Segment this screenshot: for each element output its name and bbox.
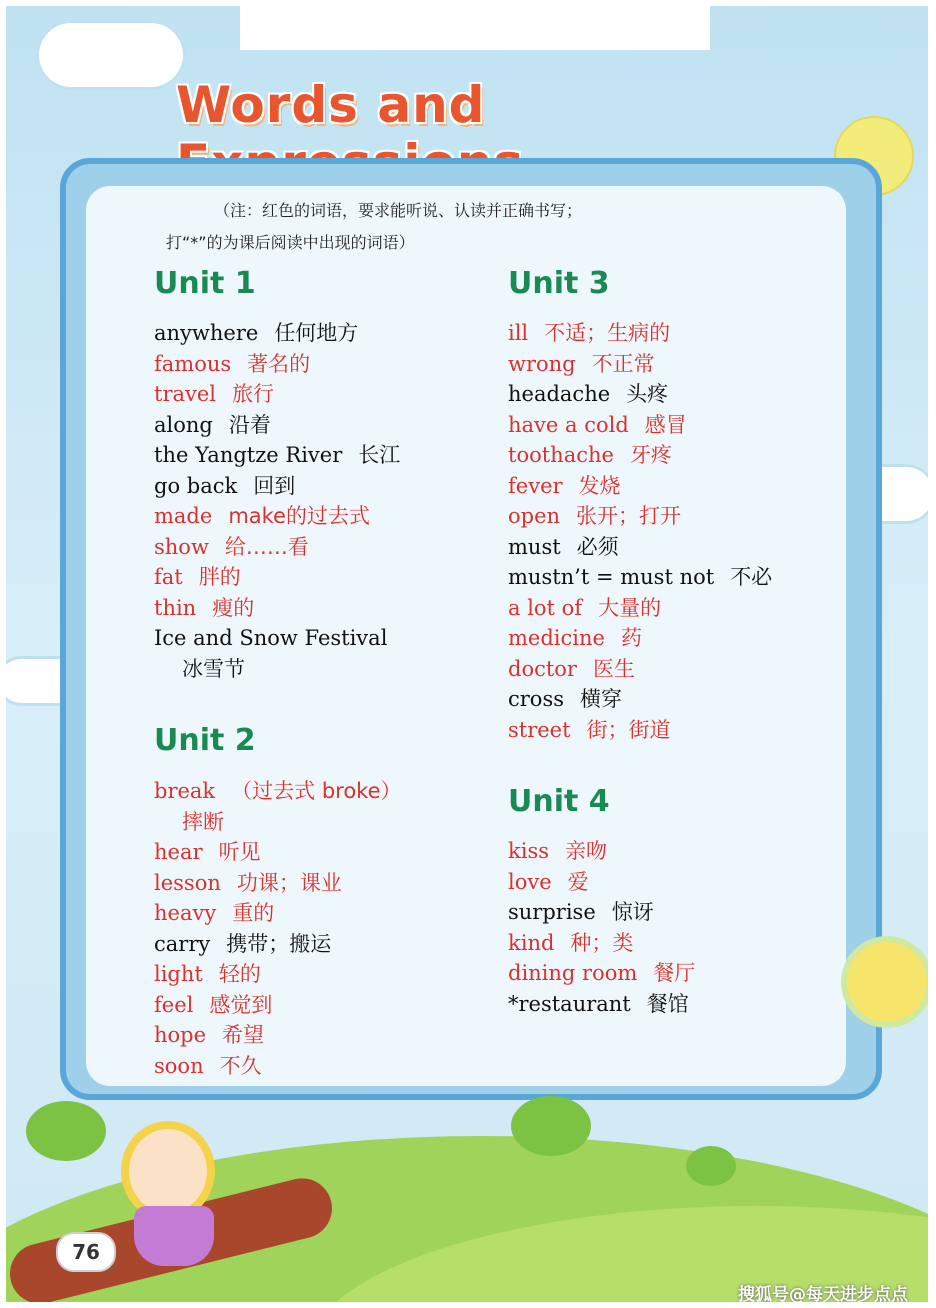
vocab-chinese: 任何地方 [274,321,359,345]
vocab-entry [508,349,655,379]
vocab-english: thin [154,595,197,620]
vocab-chinese: 长江 [358,443,401,467]
tree-middle [511,1096,591,1156]
vocab-entry [154,349,310,379]
vocab-english: wrong [508,351,576,376]
vocab-entry [154,1051,262,1081]
vocab-chinese: 不必 [730,565,773,589]
watermark: 搜狐号@每天进步点点 [738,1285,908,1302]
vocab-chinese: 胖的 [198,565,241,589]
vocab-entry [154,959,261,989]
vocab-entry [508,501,681,531]
vocab-english: fever [508,473,563,498]
vocab-chinese: 摔断 [182,809,224,834]
vocab-entry [508,684,622,714]
vocab-chinese: 回到 [253,473,296,498]
vocab-english: dining room [508,961,638,985]
vocab-entry [154,471,295,501]
vocab-chinese: 张开；打开 [576,504,682,528]
girl-dress [134,1206,214,1266]
vocab-chinese: 轻的 [218,962,261,986]
vocab-chinese: 街；街道 [586,717,671,742]
vocab-chinese: 药 [620,626,642,650]
vocab-chinese: 功课；课业 [236,870,342,895]
vocab-entry [508,897,654,927]
vocab-entry [508,623,642,653]
vocab-entry [154,562,241,592]
vocab-chinese: 头疼 [626,382,669,406]
page-number: 76 [56,1232,116,1272]
vocab-english: feel [154,992,194,1017]
vocab-english: famous [154,351,232,376]
unit-3-heading: Unit 3 [508,266,610,301]
vocab-chinese: 必须 [576,534,619,559]
vocab-english: must [508,534,561,559]
top-blank-strip [240,6,710,50]
vocab-chinese: 旅行 [232,382,275,406]
vocab-entry [154,929,331,959]
page-title: Words and [176,76,486,134]
note-line-1: （注：红色的词语，要求能听说、认读并正确书写； [214,201,583,220]
vocab-english: open [508,504,561,528]
vocab-entry [182,654,245,684]
vocab-entry [508,593,661,623]
vocab-english: made [154,504,213,528]
vocab-chinese: 沿着 [228,412,271,437]
vocab-chinese: 冰雪节 [182,656,245,681]
vocab-chinese: 给……看 [224,534,309,559]
vocab-entry [508,836,607,866]
unit-4-heading: Unit 4 [508,784,610,819]
vocab-entry [154,410,271,440]
unit-1-heading: Unit 1 [154,266,256,301]
vocab-entry [154,532,309,562]
vocab-entry [508,928,633,958]
vocab-english: toothache [508,443,614,467]
vocab-english: ill [508,321,529,345]
vocab-english: mustn’t = must not [508,565,715,589]
vocab-english: the Yangtze River [154,443,343,467]
vocab-chinese: 惊讶 [611,900,654,924]
vocab-chinese: 听见 [218,840,261,864]
vocab-chinese: 著名的 [247,351,311,376]
vocab-entry [508,318,670,348]
vocab-entry [154,868,342,898]
vocab-english: heavy [154,901,217,925]
vocab-chinese: 感冒 [644,412,687,437]
vocab-chinese: make的过去式 [228,504,370,528]
vocab-english: headache [508,382,611,406]
vocab-english: soon [154,1053,204,1078]
vocab-chinese: 重的 [232,901,275,925]
vocab-entry [154,440,400,470]
vocab-english: fat [154,565,183,589]
vocab-english: kind [508,930,555,955]
vocab-chinese: 餐厅 [653,961,696,985]
vocab-chinese: 不适；生病的 [544,321,671,345]
vocab-english: surprise [508,900,596,924]
vocab-entry [508,867,589,897]
vocab-entry [154,379,274,409]
vocab-chinese: 牙疼 [629,443,672,467]
vocab-english: along [154,412,213,437]
vocab-entry [508,958,695,988]
vocab-english: go back [154,473,238,498]
vocab-english: have a cold [508,412,629,437]
vocab-chinese: 亲吻 [565,839,607,863]
vocab-entry [508,471,621,501]
vocab-chinese: （过去式 broke） [231,779,402,803]
vocab-english: travel [154,382,217,406]
vocab-chinese: 发烧 [578,473,621,498]
vocab-entry [508,532,619,562]
vocab-entry [508,715,671,745]
vocab-entry [154,593,254,623]
vocab-english: a lot of [508,595,583,620]
vocab-english: lesson [154,870,221,895]
cloud-top-left [36,20,186,90]
vocab-entry [508,379,668,409]
vocab-chinese: 瘦的 [212,595,255,620]
vocab-entry [508,654,635,684]
vocab-english: doctor [508,656,577,681]
vocab-english: love [508,869,552,894]
tree-left [26,1101,106,1161]
vocab-english: break [154,779,216,803]
vocab-entry [154,898,274,928]
vocab-english: street [508,717,571,742]
vocab-chinese: 餐馆 [646,991,689,1016]
vocab-english: Ice and Snow Festival [154,626,388,650]
vocab-entry [508,989,689,1019]
textbook-page [6,6,928,1302]
vocab-english: cross [508,687,564,711]
vocab-entry [154,776,402,806]
vocab-english: anywhere [154,321,259,345]
unit-2-heading: Unit 2 [154,723,256,758]
vocab-chinese: 感觉到 [209,992,273,1017]
vocab-english: light [154,962,203,986]
vocab-entry [154,1020,264,1050]
vocab-english: *restaurant [508,991,631,1016]
vocab-entry [182,807,224,837]
vocab-entry [508,410,687,440]
vocab-english: hope [154,1023,207,1047]
vocab-chinese: 横穿 [580,687,622,711]
vocab-chinese: 携带；搬运 [226,931,332,956]
vocab-english: medicine [508,626,605,650]
vocab-english: hear [154,840,203,864]
sun-face [841,936,928,1028]
vocab-entry [154,990,272,1020]
vocab-english: show [154,534,209,559]
vocab-chinese: 希望 [222,1023,265,1047]
vocab-entry [508,562,772,592]
vocab-entry [154,318,358,348]
vocab-english: kiss [508,839,549,863]
vocab-entry [508,440,672,470]
vocab-english: carry [154,931,211,956]
tree-right [686,1146,736,1186]
vocab-entry [154,623,387,653]
vocab-entry [154,837,261,867]
note-line-2: 打“*”的为课后阅读中出现的词语） [166,233,415,252]
vocab-chinese: 大量的 [598,595,662,620]
vocab-chinese: 不正常 [591,351,655,376]
vocab-entry [154,501,370,531]
vocab-chinese: 医生 [592,656,635,681]
vocab-chinese: 种；类 [570,930,634,955]
vocab-chinese: 爱 [567,869,589,894]
vocab-chinese: 不久 [219,1053,262,1078]
